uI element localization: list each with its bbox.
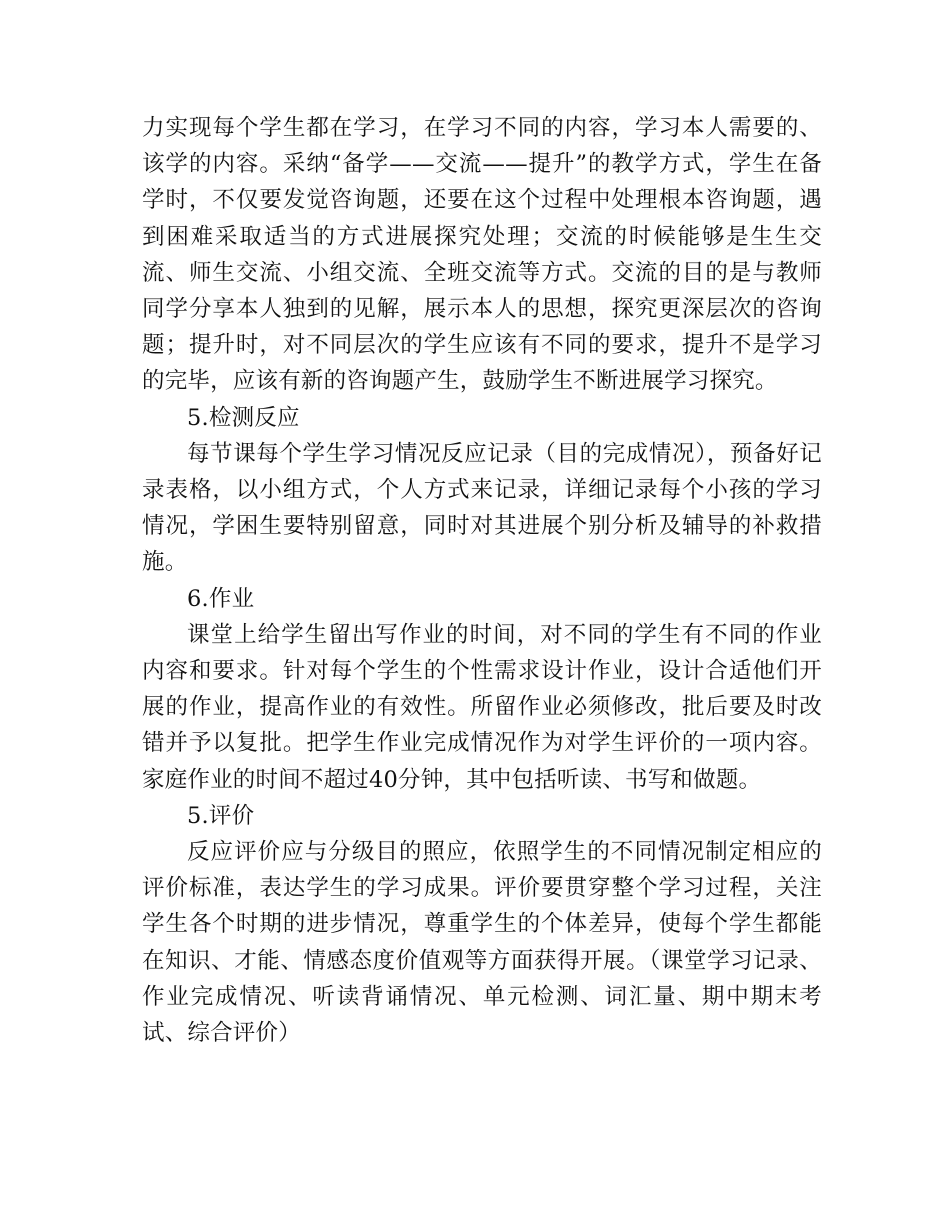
paragraph-detection-feedback: 每节课每个学生学习情况反应记录（目的完成情况），预备好记录表格，以小组方式，个人方式来记录，详细记录每个小孩的学习情况，学困生要特别留意，同时对其进展个别分析及辅导的补救措施。 — [142, 440, 822, 576]
paragraph-continuation: 力实现每个学生都在学习，在学习不同的内容，学习本人需要的、该学的内容。采纳“备学——交流——提升”的教学方式，学生在备学时，不仅要发觉咨询题，还要在这个过程中处理根本咨询题，遇到困难采取适当的方式进展探究处理；交流的时候能够是生生交流、师生交流、小组交流、全班交流等方式。交流的目的是与教师同学分享本人独到的见解，展示本人的思想，探究更深层次的咨询题；提升时，对不同层次的学生应该有不同的要求，提升不是学习的完毕，应该有新的咨询题产生，鼓励学生不断进展学习探究。 — [142, 115, 822, 395]
document-page — [142, 110, 822, 1051]
section-heading-homework: 6.作业 — [187, 585, 255, 612]
section-heading-detection-feedback: 5.检测反应 — [187, 404, 300, 431]
paragraph-evaluation: 反应评价应与分级目的照应，依照学生的不同情况制定相应的评价标准，表达学生的学习成果。评价要贯穿整个学习过程，关注学生各个时期的进步情况，尊重学生的个体差异，使每个学生都能在知识、才能、情感态度价值观等方面获得开展。（课堂学习记录、作业完成情况、听读背诵情况、单元检测、词汇量、期中期末考试、综合评价） — [142, 839, 822, 1047]
section-heading-evaluation: 5.评价 — [187, 802, 255, 829]
paragraph-homework: 课堂上给学生留出写作业的时间，对不同的学生有不同的作业内容和要求。针对每个学生的个性需求设计作业，设计合适他们开展的作业，提高作业的有效性。所留作业必须修改，批后要及时改错并予以复批。把学生作业完成情况作为对学生评价的一项内容。家庭作业的时间不超过40分钟，其中包括听读、书写和做题。 — [142, 621, 822, 793]
